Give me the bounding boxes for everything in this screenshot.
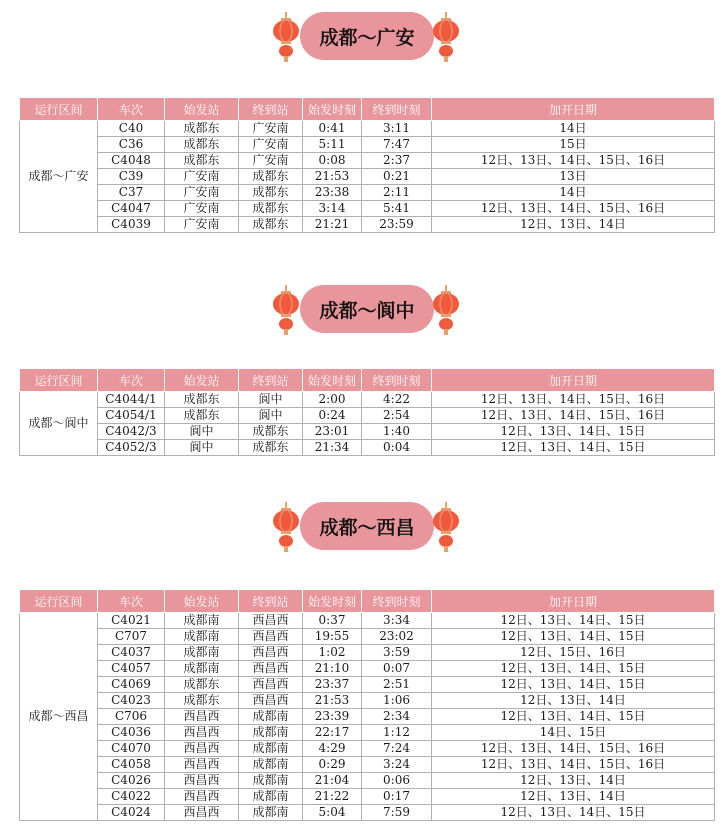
column-header: 终到站	[239, 369, 303, 392]
table-row	[20, 424, 715, 440]
table-row	[20, 789, 715, 805]
origin-station-cell: 成都南	[165, 645, 239, 661]
table-row	[20, 709, 715, 725]
origin-station-cell: 成都东	[165, 153, 239, 169]
section-title: 成都～广安	[300, 12, 434, 60]
origin-station-cell: 成都东	[165, 677, 239, 693]
extra-dates-cell: 13日	[432, 169, 715, 185]
extra-dates-cell: 12日、13日、14日、15日	[432, 709, 715, 725]
arrival-time-cell: 23:59	[362, 217, 432, 233]
table-row	[20, 201, 715, 217]
extra-dates-cell: 14日	[432, 185, 715, 201]
table-row	[20, 121, 715, 137]
lantern-icon	[431, 502, 461, 552]
terminal-station-cell: 西昌西	[239, 629, 303, 645]
column-header: 运行区间	[20, 590, 98, 613]
origin-station-cell: 成都东	[165, 121, 239, 137]
arrival-time-cell: 7:24	[362, 741, 432, 757]
train-number-cell: C4039	[98, 217, 165, 233]
arrival-time-cell: 2:11	[362, 185, 432, 201]
train-number-cell: C4037	[98, 645, 165, 661]
lantern-icon	[431, 12, 461, 62]
extra-dates-cell: 12日、13日、14日	[432, 217, 715, 233]
column-header: 终到时刻	[362, 369, 432, 392]
schedule-table-xichang	[19, 589, 715, 821]
origin-station-cell: 成都东	[165, 693, 239, 709]
section-banner-guangan	[0, 12, 725, 62]
train-number-cell: C707	[98, 629, 165, 645]
train-number-cell: C4023	[98, 693, 165, 709]
extra-dates-cell: 15日	[432, 137, 715, 153]
origin-station-cell: 西昌西	[165, 725, 239, 741]
column-header: 运行区间	[20, 98, 98, 121]
column-header: 始发时刻	[303, 590, 362, 613]
terminal-station-cell: 西昌西	[239, 645, 303, 661]
table-header-row	[20, 98, 715, 121]
arrival-time-cell: 1:06	[362, 693, 432, 709]
table-row	[20, 725, 715, 741]
terminal-station-cell: 成都南	[239, 709, 303, 725]
extra-dates-cell: 12日、13日、14日、15日、16日	[432, 201, 715, 217]
departure-time-cell: 0:08	[303, 153, 362, 169]
arrival-time-cell: 0:04	[362, 440, 432, 456]
table-row	[20, 169, 715, 185]
extra-dates-cell: 12日、13日、14日、15日、16日	[432, 757, 715, 773]
arrival-time-cell: 1:12	[362, 725, 432, 741]
terminal-station-cell: 成都东	[239, 169, 303, 185]
column-header: 加开日期	[432, 369, 715, 392]
arrival-time-cell: 3:11	[362, 121, 432, 137]
train-number-cell: C4044/1	[98, 392, 165, 408]
departure-time-cell: 23:01	[303, 424, 362, 440]
departure-time-cell: 21:04	[303, 773, 362, 789]
train-number-cell: C4026	[98, 773, 165, 789]
extra-dates-cell: 12日、13日、14日	[432, 789, 715, 805]
departure-time-cell: 0:41	[303, 121, 362, 137]
departure-time-cell: 0:24	[303, 408, 362, 424]
table-row	[20, 741, 715, 757]
column-header: 始发站	[165, 369, 239, 392]
table-header-row	[20, 369, 715, 392]
column-header: 终到时刻	[362, 98, 432, 121]
lantern-icon	[271, 12, 301, 62]
arrival-time-cell: 23:02	[362, 629, 432, 645]
schedule-table-guangan	[19, 97, 715, 233]
extra-dates-cell: 14日、15日	[432, 725, 715, 741]
arrival-time-cell: 7:59	[362, 805, 432, 821]
section-banner-langzhong	[0, 285, 725, 335]
origin-station-cell: 广安南	[165, 185, 239, 201]
train-number-cell: C39	[98, 169, 165, 185]
extra-dates-cell: 12日、13日、14日、15日、16日	[432, 392, 715, 408]
origin-station-cell: 西昌西	[165, 805, 239, 821]
route-cell: 成都～西昌	[20, 613, 98, 821]
table-header-row	[20, 590, 715, 613]
arrival-time-cell: 7:47	[362, 137, 432, 153]
origin-station-cell: 成都南	[165, 629, 239, 645]
terminal-station-cell: 西昌西	[239, 613, 303, 629]
table-row	[20, 392, 715, 408]
departure-time-cell: 3:14	[303, 201, 362, 217]
table-row	[20, 137, 715, 153]
column-header: 始发时刻	[303, 98, 362, 121]
departure-time-cell: 23:37	[303, 677, 362, 693]
column-header: 终到时刻	[362, 590, 432, 613]
terminal-station-cell: 成都南	[239, 741, 303, 757]
extra-dates-cell: 12日、13日、14日、15日、16日	[432, 153, 715, 169]
arrival-time-cell: 3:24	[362, 757, 432, 773]
table-row	[20, 153, 715, 169]
column-header: 车次	[98, 590, 165, 613]
section-banner-xichang	[0, 502, 725, 552]
lantern-icon	[431, 285, 461, 335]
section-title: 成都～西昌	[300, 502, 434, 550]
departure-time-cell: 5:04	[303, 805, 362, 821]
train-number-cell: C40	[98, 121, 165, 137]
table-row	[20, 408, 715, 424]
extra-dates-cell: 12日、13日、14日、15日	[432, 424, 715, 440]
terminal-station-cell: 广安南	[239, 121, 303, 137]
departure-time-cell: 21:53	[303, 169, 362, 185]
train-number-cell: C4057	[98, 661, 165, 677]
train-number-cell: C4021	[98, 613, 165, 629]
table-row	[20, 613, 715, 629]
table-row	[20, 440, 715, 456]
table-row	[20, 805, 715, 821]
train-number-cell: C4042/3	[98, 424, 165, 440]
arrival-time-cell: 0:21	[362, 169, 432, 185]
extra-dates-cell: 12日、13日、14日、15日	[432, 661, 715, 677]
extra-dates-cell: 12日、15日、16日	[432, 645, 715, 661]
arrival-time-cell: 0:17	[362, 789, 432, 805]
table-row	[20, 773, 715, 789]
departure-time-cell: 0:29	[303, 757, 362, 773]
terminal-station-cell: 成都东	[239, 217, 303, 233]
table-row	[20, 645, 715, 661]
column-header: 终到站	[239, 98, 303, 121]
column-header: 车次	[98, 98, 165, 121]
arrival-time-cell: 2:51	[362, 677, 432, 693]
train-number-cell: C4052/3	[98, 440, 165, 456]
extra-dates-cell: 12日、13日、14日	[432, 693, 715, 709]
terminal-station-cell: 成都南	[239, 805, 303, 821]
origin-station-cell: 成都南	[165, 661, 239, 677]
extra-dates-cell: 12日、13日、14日、15日、16日	[432, 741, 715, 757]
departure-time-cell: 21:34	[303, 440, 362, 456]
extra-dates-cell: 12日、13日、14日	[432, 773, 715, 789]
departure-time-cell: 21:22	[303, 789, 362, 805]
table-row	[20, 629, 715, 645]
section-title: 成都～阆中	[300, 285, 434, 333]
origin-station-cell: 西昌西	[165, 789, 239, 805]
departure-time-cell: 1:02	[303, 645, 362, 661]
extra-dates-cell: 12日、13日、14日、15日、16日	[432, 408, 715, 424]
departure-time-cell: 2:00	[303, 392, 362, 408]
column-header: 终到站	[239, 590, 303, 613]
origin-station-cell: 成都南	[165, 613, 239, 629]
arrival-time-cell: 2:54	[362, 408, 432, 424]
table-row	[20, 217, 715, 233]
train-number-cell: C4048	[98, 153, 165, 169]
table-row	[20, 185, 715, 201]
departure-time-cell: 22:17	[303, 725, 362, 741]
extra-dates-cell: 14日	[432, 121, 715, 137]
route-cell: 成都～广安	[20, 121, 98, 233]
origin-station-cell: 广安南	[165, 201, 239, 217]
origin-station-cell: 广安南	[165, 217, 239, 233]
train-number-cell: C4036	[98, 725, 165, 741]
departure-time-cell: 4:29	[303, 741, 362, 757]
origin-station-cell: 成都东	[165, 408, 239, 424]
arrival-time-cell: 0:06	[362, 773, 432, 789]
column-header: 始发时刻	[303, 369, 362, 392]
column-header: 车次	[98, 369, 165, 392]
extra-dates-cell: 12日、13日、14日、15日	[432, 629, 715, 645]
origin-station-cell: 阆中	[165, 440, 239, 456]
extra-dates-cell: 12日、13日、14日、15日	[432, 613, 715, 629]
train-number-cell: C4022	[98, 789, 165, 805]
terminal-station-cell: 阆中	[239, 408, 303, 424]
origin-station-cell: 广安南	[165, 169, 239, 185]
arrival-time-cell: 4:22	[362, 392, 432, 408]
arrival-time-cell: 3:34	[362, 613, 432, 629]
departure-time-cell: 23:38	[303, 185, 362, 201]
arrival-time-cell: 2:37	[362, 153, 432, 169]
arrival-time-cell: 2:34	[362, 709, 432, 725]
lantern-icon	[271, 285, 301, 335]
terminal-station-cell: 成都南	[239, 757, 303, 773]
departure-time-cell: 21:21	[303, 217, 362, 233]
terminal-station-cell: 成都东	[239, 424, 303, 440]
train-number-cell: C4024	[98, 805, 165, 821]
origin-station-cell: 西昌西	[165, 709, 239, 725]
terminal-station-cell: 西昌西	[239, 661, 303, 677]
terminal-station-cell: 阆中	[239, 392, 303, 408]
train-number-cell: C4047	[98, 201, 165, 217]
train-number-cell: C4054/1	[98, 408, 165, 424]
terminal-station-cell: 成都南	[239, 725, 303, 741]
departure-time-cell: 23:39	[303, 709, 362, 725]
departure-time-cell: 0:37	[303, 613, 362, 629]
extra-dates-cell: 12日、13日、14日、15日	[432, 677, 715, 693]
column-header: 始发站	[165, 98, 239, 121]
train-number-cell: C706	[98, 709, 165, 725]
origin-station-cell: 成都东	[165, 392, 239, 408]
terminal-station-cell: 西昌西	[239, 677, 303, 693]
arrival-time-cell: 0:07	[362, 661, 432, 677]
table-row	[20, 677, 715, 693]
column-header: 始发站	[165, 590, 239, 613]
extra-dates-cell: 12日、13日、14日、15日	[432, 805, 715, 821]
schedule-table-langzhong	[19, 368, 715, 456]
terminal-station-cell: 成都南	[239, 773, 303, 789]
departure-time-cell: 21:53	[303, 693, 362, 709]
train-number-cell: C4070	[98, 741, 165, 757]
departure-time-cell: 19:55	[303, 629, 362, 645]
departure-time-cell: 5:11	[303, 137, 362, 153]
table-row	[20, 693, 715, 709]
origin-station-cell: 成都东	[165, 137, 239, 153]
route-cell: 成都～阆中	[20, 392, 98, 456]
origin-station-cell: 西昌西	[165, 773, 239, 789]
terminal-station-cell: 成都东	[239, 440, 303, 456]
train-number-cell: C4058	[98, 757, 165, 773]
column-header: 加开日期	[432, 590, 715, 613]
origin-station-cell: 阆中	[165, 424, 239, 440]
lantern-icon	[271, 502, 301, 552]
origin-station-cell: 西昌西	[165, 741, 239, 757]
origin-station-cell: 西昌西	[165, 757, 239, 773]
train-number-cell: C36	[98, 137, 165, 153]
terminal-station-cell: 成都南	[239, 789, 303, 805]
terminal-station-cell: 广安南	[239, 137, 303, 153]
train-number-cell: C37	[98, 185, 165, 201]
arrival-time-cell: 3:59	[362, 645, 432, 661]
terminal-station-cell: 成都东	[239, 185, 303, 201]
column-header: 运行区间	[20, 369, 98, 392]
table-row	[20, 661, 715, 677]
column-header: 加开日期	[432, 98, 715, 121]
extra-dates-cell: 12日、13日、14日、15日	[432, 440, 715, 456]
train-number-cell: C4069	[98, 677, 165, 693]
departure-time-cell: 21:10	[303, 661, 362, 677]
terminal-station-cell: 西昌西	[239, 693, 303, 709]
arrival-time-cell: 5:41	[362, 201, 432, 217]
terminal-station-cell: 成都东	[239, 201, 303, 217]
arrival-time-cell: 1:40	[362, 424, 432, 440]
table-row	[20, 757, 715, 773]
terminal-station-cell: 广安南	[239, 153, 303, 169]
